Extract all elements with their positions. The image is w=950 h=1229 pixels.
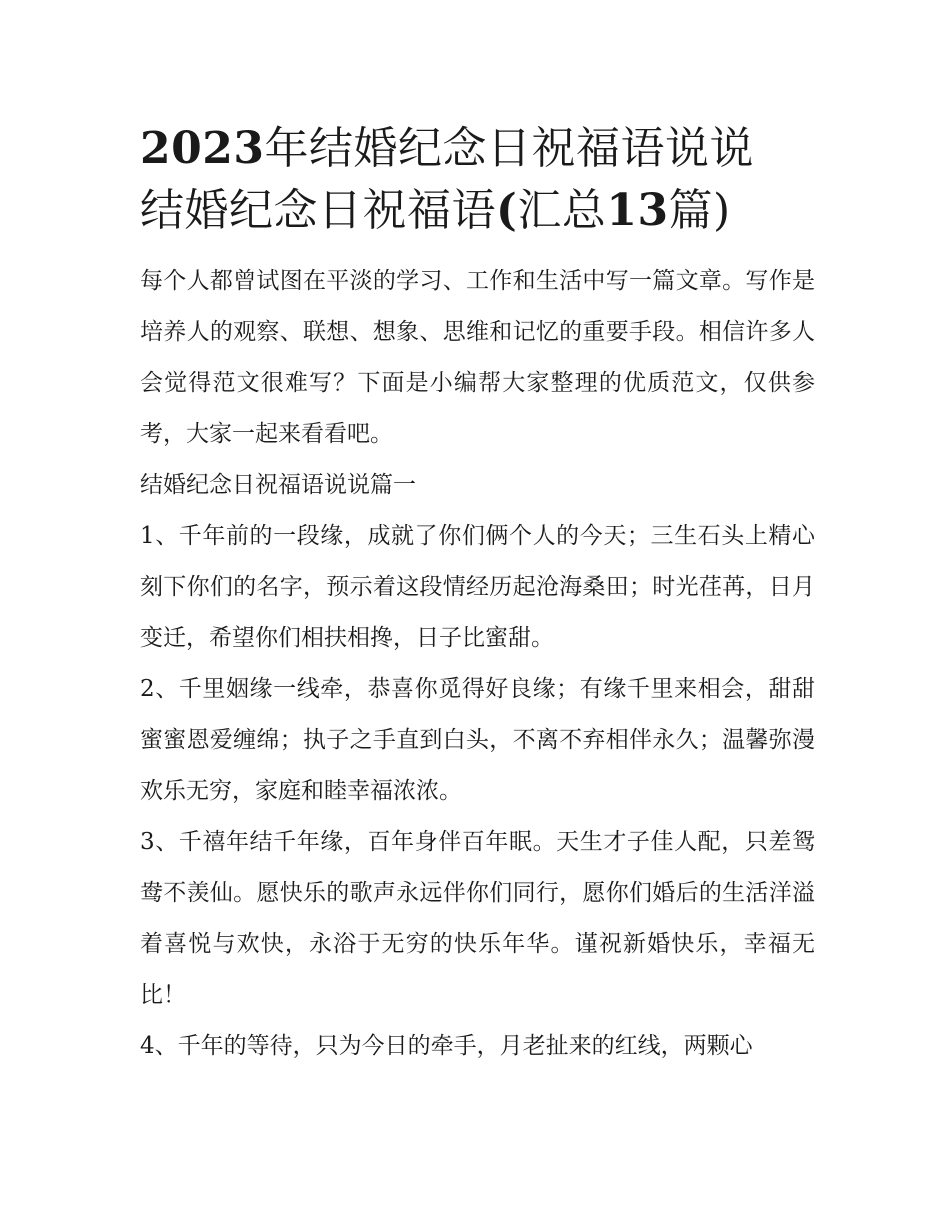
list-item: 2、千里姻缘一线牵，恭喜你觅得好良缘；有缘千里来相会，甜甜蜜蜜恩爱缠绵；执子之手直到白头，不离不弃相伴永久；温馨弥漫欢乐无穷，家庭和睦幸福浓浓。	[140, 676, 815, 804]
title-line-2-text-b: 汇总	[517, 185, 607, 236]
document-page	[140, 118, 815, 1072]
document-title	[140, 118, 815, 242]
list-item: 4、千年的等待，只为今日的牵手，月老扯来的红线，两颗心	[140, 1033, 753, 1059]
title-line-2-text-a: 结婚纪念日祝福语	[140, 185, 496, 236]
title-line-1-text: 年结婚纪念日祝福语说说	[264, 123, 754, 174]
list-item: 3、千禧年结千年缘，百年身伴百年眠。天生才子佳人配，只差鸳鸯不羡仙。愿快乐的歌声永远伴你们同行，愿你们婚后的生活洋溢着喜悦与欢快，永浴于无穷的快乐年华。谨祝新婚快乐，幸福无比！	[140, 829, 815, 1008]
title-count: 13	[606, 185, 669, 236]
list-item: 1、千年前的一段缘，成就了你们俩个人的今天；三生石头上精心刻下你们的名字，预示着这段情经历起沧海桑田；时光荏苒，日月变迁，希望你们相扶相搀，日子比蜜甜。	[140, 523, 815, 651]
title-year: 2023	[140, 123, 265, 174]
title-line-2	[140, 180, 815, 242]
title-paren: (	[496, 185, 518, 236]
section-heading: 结婚纪念日祝福语说说篇一	[140, 472, 416, 498]
title-line-1	[140, 118, 815, 180]
intro-paragraph: 每个人都曾试图在平淡的学习、工作和生活中写一篇文章。写作是培养人的观察、联想、想象、思维和记忆的重要手段。相信许多人会觉得范文很难写？下面是小编帮大家整理的优质范文，仅供参考，大家一起来看看吧。	[140, 268, 815, 447]
title-line-2-text-c: 篇)	[668, 185, 731, 236]
document-body	[140, 256, 815, 1072]
